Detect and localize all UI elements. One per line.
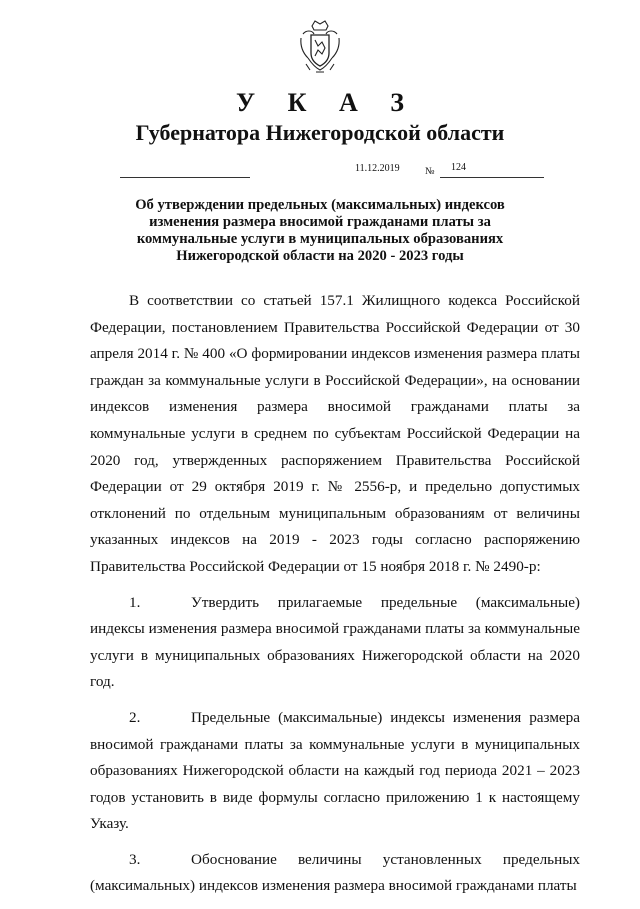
item-text: Обоснование величины установленных предельных (максимальных) индексов изменения размера вносимой гражданами платы [90, 850, 580, 895]
item-paragraph-2 [90, 705, 580, 838]
item-paragraph-3 [90, 847, 580, 900]
coat-of-arms-icon [298, 20, 342, 76]
item-number: 3. [129, 850, 141, 868]
decree-number: 124 [451, 162, 466, 173]
decree-number-label: № [425, 166, 435, 177]
signature-blank-line [120, 176, 250, 178]
decree-subject: Об утверждении предельных (максимальных) индексов изменения размера вносимой гражданами платы за коммунальные услуги в муниципальных образованиях Нижегородской области на 2020 - 2023 годы [135, 197, 505, 264]
item-text: Утвердить прилагаемые предельные (максимальные) индексы изменения размера вносимой гражданами платы за коммунальные услуги в муниципальных образованиях Нижегородской области на 2020 год. [90, 593, 580, 691]
preamble-paragraph: В соответствии со статьей 157.1 Жилищного кодекса Российской Федерации, постановлением Правительства Российской Федерации от 30 апреля 2014 г. № 400 «О формировании индексов изменения размера платы граждан за коммунальные услуги в Российской Федерации», на основании индексов изменения размера вносимой гражданами платы за коммунальные услуги в среднем по субъектам Российской Федерации на 2020 год, утвержденных распоряжением Правительства Российской Федерации от 29 октября 2019 г. № 2556-р, и предельно допустимых отклонений по отдельным муниципальным образованиям от величины указанных индексов на 2019 - 2023 годы согласно распоряжению Правительства Российской Федерации от 15 ноября 2018 г. № 2490-р: [90, 292, 580, 575]
item-paragraph-1 [90, 590, 580, 696]
issuer-title: Губернатора Нижегородской области [135, 120, 505, 145]
item-number: 1. [129, 593, 141, 611]
item-number: 2. [129, 708, 141, 726]
decree-number-line [440, 176, 544, 178]
document-type-title: У К А З [236, 88, 417, 117]
item-text: Предельные (максимальные) индексы изменения размера вносимой гражданами платы за коммунальные услуги в муниципальных образованиях Нижегородской области на каждый год периода 2021 – 2023 годов установить в виде формулы согласно приложению 1 к настоящему Указу. [90, 708, 580, 833]
decree-body [90, 288, 580, 909]
decree-date: 11.12.2019 [355, 163, 400, 174]
